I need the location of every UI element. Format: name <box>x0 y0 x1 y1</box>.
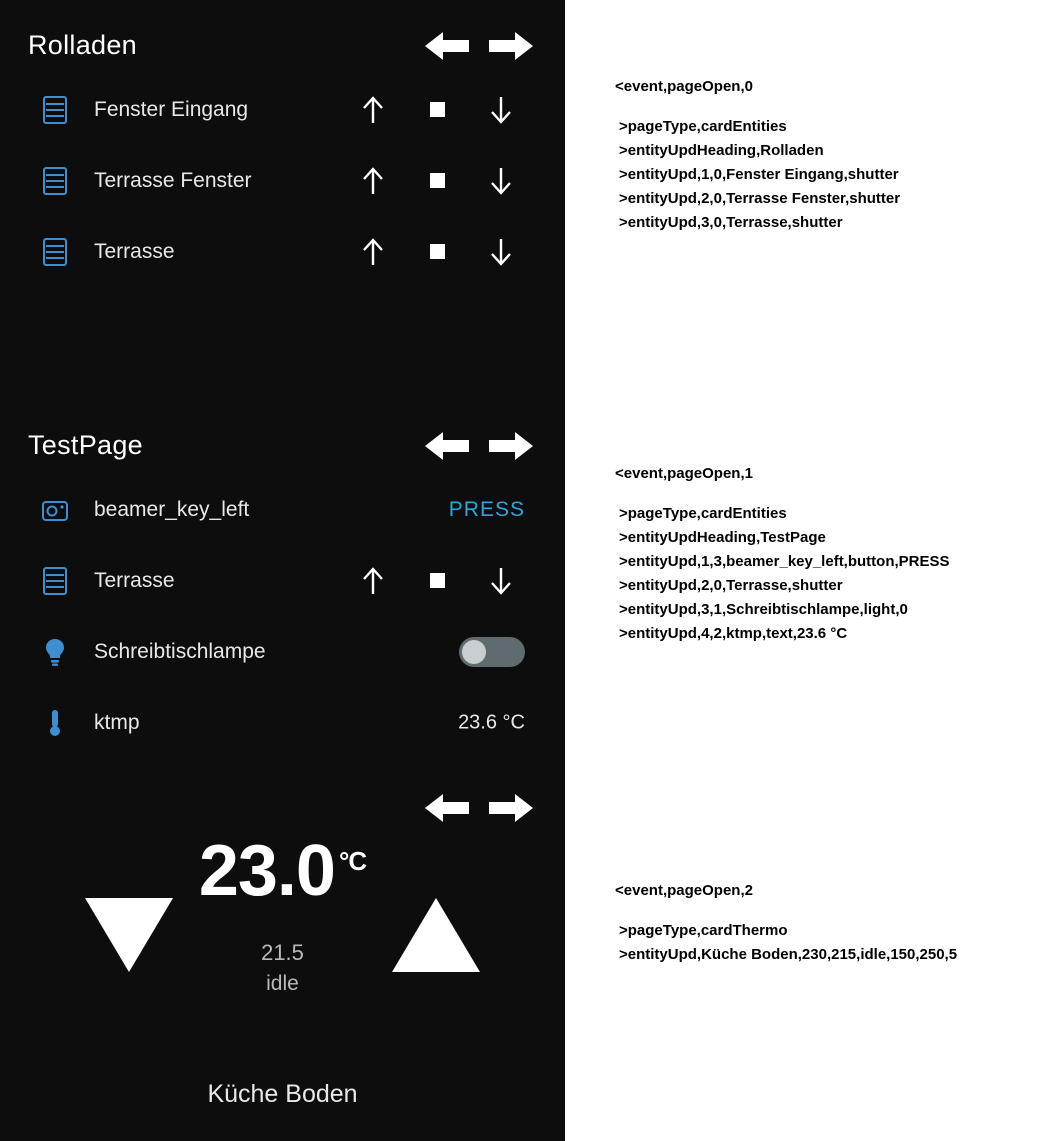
card-entities-rolladen <box>0 0 565 400</box>
list-item[interactable] <box>0 616 565 687</box>
log-line: >entityUpd,1,0,Fenster Eingang,shutter <box>619 166 899 183</box>
thermometer-icon <box>40 707 70 739</box>
stop-square-icon[interactable] <box>420 164 454 198</box>
page-title: TestPage <box>28 430 143 460</box>
entity-label: Terrasse <box>94 239 175 263</box>
page-header <box>0 0 565 74</box>
arrow-up-icon[interactable] <box>356 564 390 598</box>
current-temperature <box>0 830 565 912</box>
page-title: Rolladen <box>28 30 137 60</box>
log-event: <event,pageOpen,2 <box>615 882 753 899</box>
arrow-down-icon[interactable] <box>484 564 518 598</box>
arrow-left-icon[interactable] <box>423 26 473 66</box>
light-toggle[interactable] <box>459 637 525 667</box>
entity-value: 23.6 °C <box>458 711 525 733</box>
thermo-entity-name: Küche Boden <box>207 1080 358 1108</box>
log-block <box>615 78 900 235</box>
shutter-icon <box>40 565 70 597</box>
arrow-left-icon[interactable] <box>423 788 473 828</box>
log-line: >entityUpdHeading,Rolladen <box>619 142 824 159</box>
card-entities-testpage <box>0 400 565 770</box>
thermo-main <box>0 830 565 1030</box>
entity-label: Fenster Eingang <box>94 97 249 121</box>
page-nav <box>423 788 543 828</box>
stop-square-icon[interactable] <box>420 564 454 598</box>
arrow-down-icon[interactable] <box>484 93 518 127</box>
log-block <box>615 465 950 646</box>
temperature-unit: °C <box>338 846 367 876</box>
press-button[interactable]: PRESS <box>448 497 525 521</box>
arrow-up-icon[interactable] <box>356 93 390 127</box>
log-line: >pageType,cardThermo <box>619 922 788 939</box>
toggle-knob <box>462 640 486 664</box>
entity-rows <box>0 474 565 758</box>
arrow-right-icon[interactable] <box>485 426 535 466</box>
list-item[interactable] <box>0 545 565 616</box>
log-line: >entityUpd,4,2,ktmp,text,23.6 °C <box>619 625 848 642</box>
arrow-down-icon[interactable] <box>484 235 518 269</box>
page-header <box>0 400 565 474</box>
shutter-controls <box>350 93 530 127</box>
entity-label: Terrasse <box>94 568 175 592</box>
bulb-icon <box>40 636 70 668</box>
shutter-icon <box>40 165 70 197</box>
thermo-body <box>0 770 565 1141</box>
card-thermo <box>0 770 565 1141</box>
log-line: >entityUpd,2,0,Terrasse,shutter <box>619 577 843 594</box>
log-line: >entityUpd,1,3,beamer_key_left,button,PRESS <box>619 553 950 570</box>
list-item[interactable] <box>0 74 565 145</box>
page-nav <box>423 26 543 66</box>
entity-label: beamer_key_left <box>94 497 250 521</box>
arrow-right-icon[interactable] <box>485 788 535 828</box>
entity-label: Terrasse Fenster <box>94 168 252 192</box>
arrow-down-icon[interactable] <box>484 164 518 198</box>
arrow-right-icon[interactable] <box>485 26 535 66</box>
entity-label: Schreibtischlampe <box>94 639 266 663</box>
stop-square-icon[interactable] <box>420 93 454 127</box>
log-line: >pageType,cardEntities <box>619 118 787 135</box>
target-temperature: 21.5 <box>261 940 304 965</box>
entity-label: ktmp <box>94 710 140 734</box>
list-item[interactable] <box>0 145 565 216</box>
log-panel <box>565 0 1045 1141</box>
entity-rows <box>0 74 565 287</box>
shutter-controls <box>350 164 530 198</box>
projector-icon <box>40 494 70 526</box>
list-item[interactable] <box>0 687 565 758</box>
current-temperature-value: 23.0 <box>198 831 335 911</box>
log-line: >entityUpd,2,0,Terrasse Fenster,shutter <box>619 190 901 207</box>
log-line: >entityUpdHeading,TestPage <box>619 529 826 546</box>
log-event: <event,pageOpen,1 <box>615 465 753 482</box>
arrow-left-icon[interactable] <box>423 426 473 466</box>
log-line: >entityUpd,3,1,Schreibtischlampe,light,0 <box>619 601 908 618</box>
log-line: >entityUpd,3,0,Terrasse,shutter <box>619 214 843 231</box>
list-item[interactable] <box>0 474 565 545</box>
page-nav <box>423 426 543 466</box>
shutter-controls <box>350 564 530 598</box>
log-event: <event,pageOpen,0 <box>615 78 753 95</box>
stop-square-icon[interactable] <box>420 235 454 269</box>
arrow-up-icon[interactable] <box>356 235 390 269</box>
shutter-controls <box>350 235 530 269</box>
log-line: >entityUpd,Küche Boden,230,215,idle,150,250,5 <box>619 946 958 963</box>
thermo-state: idle <box>266 972 299 995</box>
list-item[interactable] <box>0 216 565 287</box>
log-block <box>615 882 957 967</box>
shutter-icon <box>40 94 70 126</box>
shutter-icon <box>40 236 70 268</box>
arrow-up-icon[interactable] <box>356 164 390 198</box>
log-line: >pageType,cardEntities <box>619 505 787 522</box>
